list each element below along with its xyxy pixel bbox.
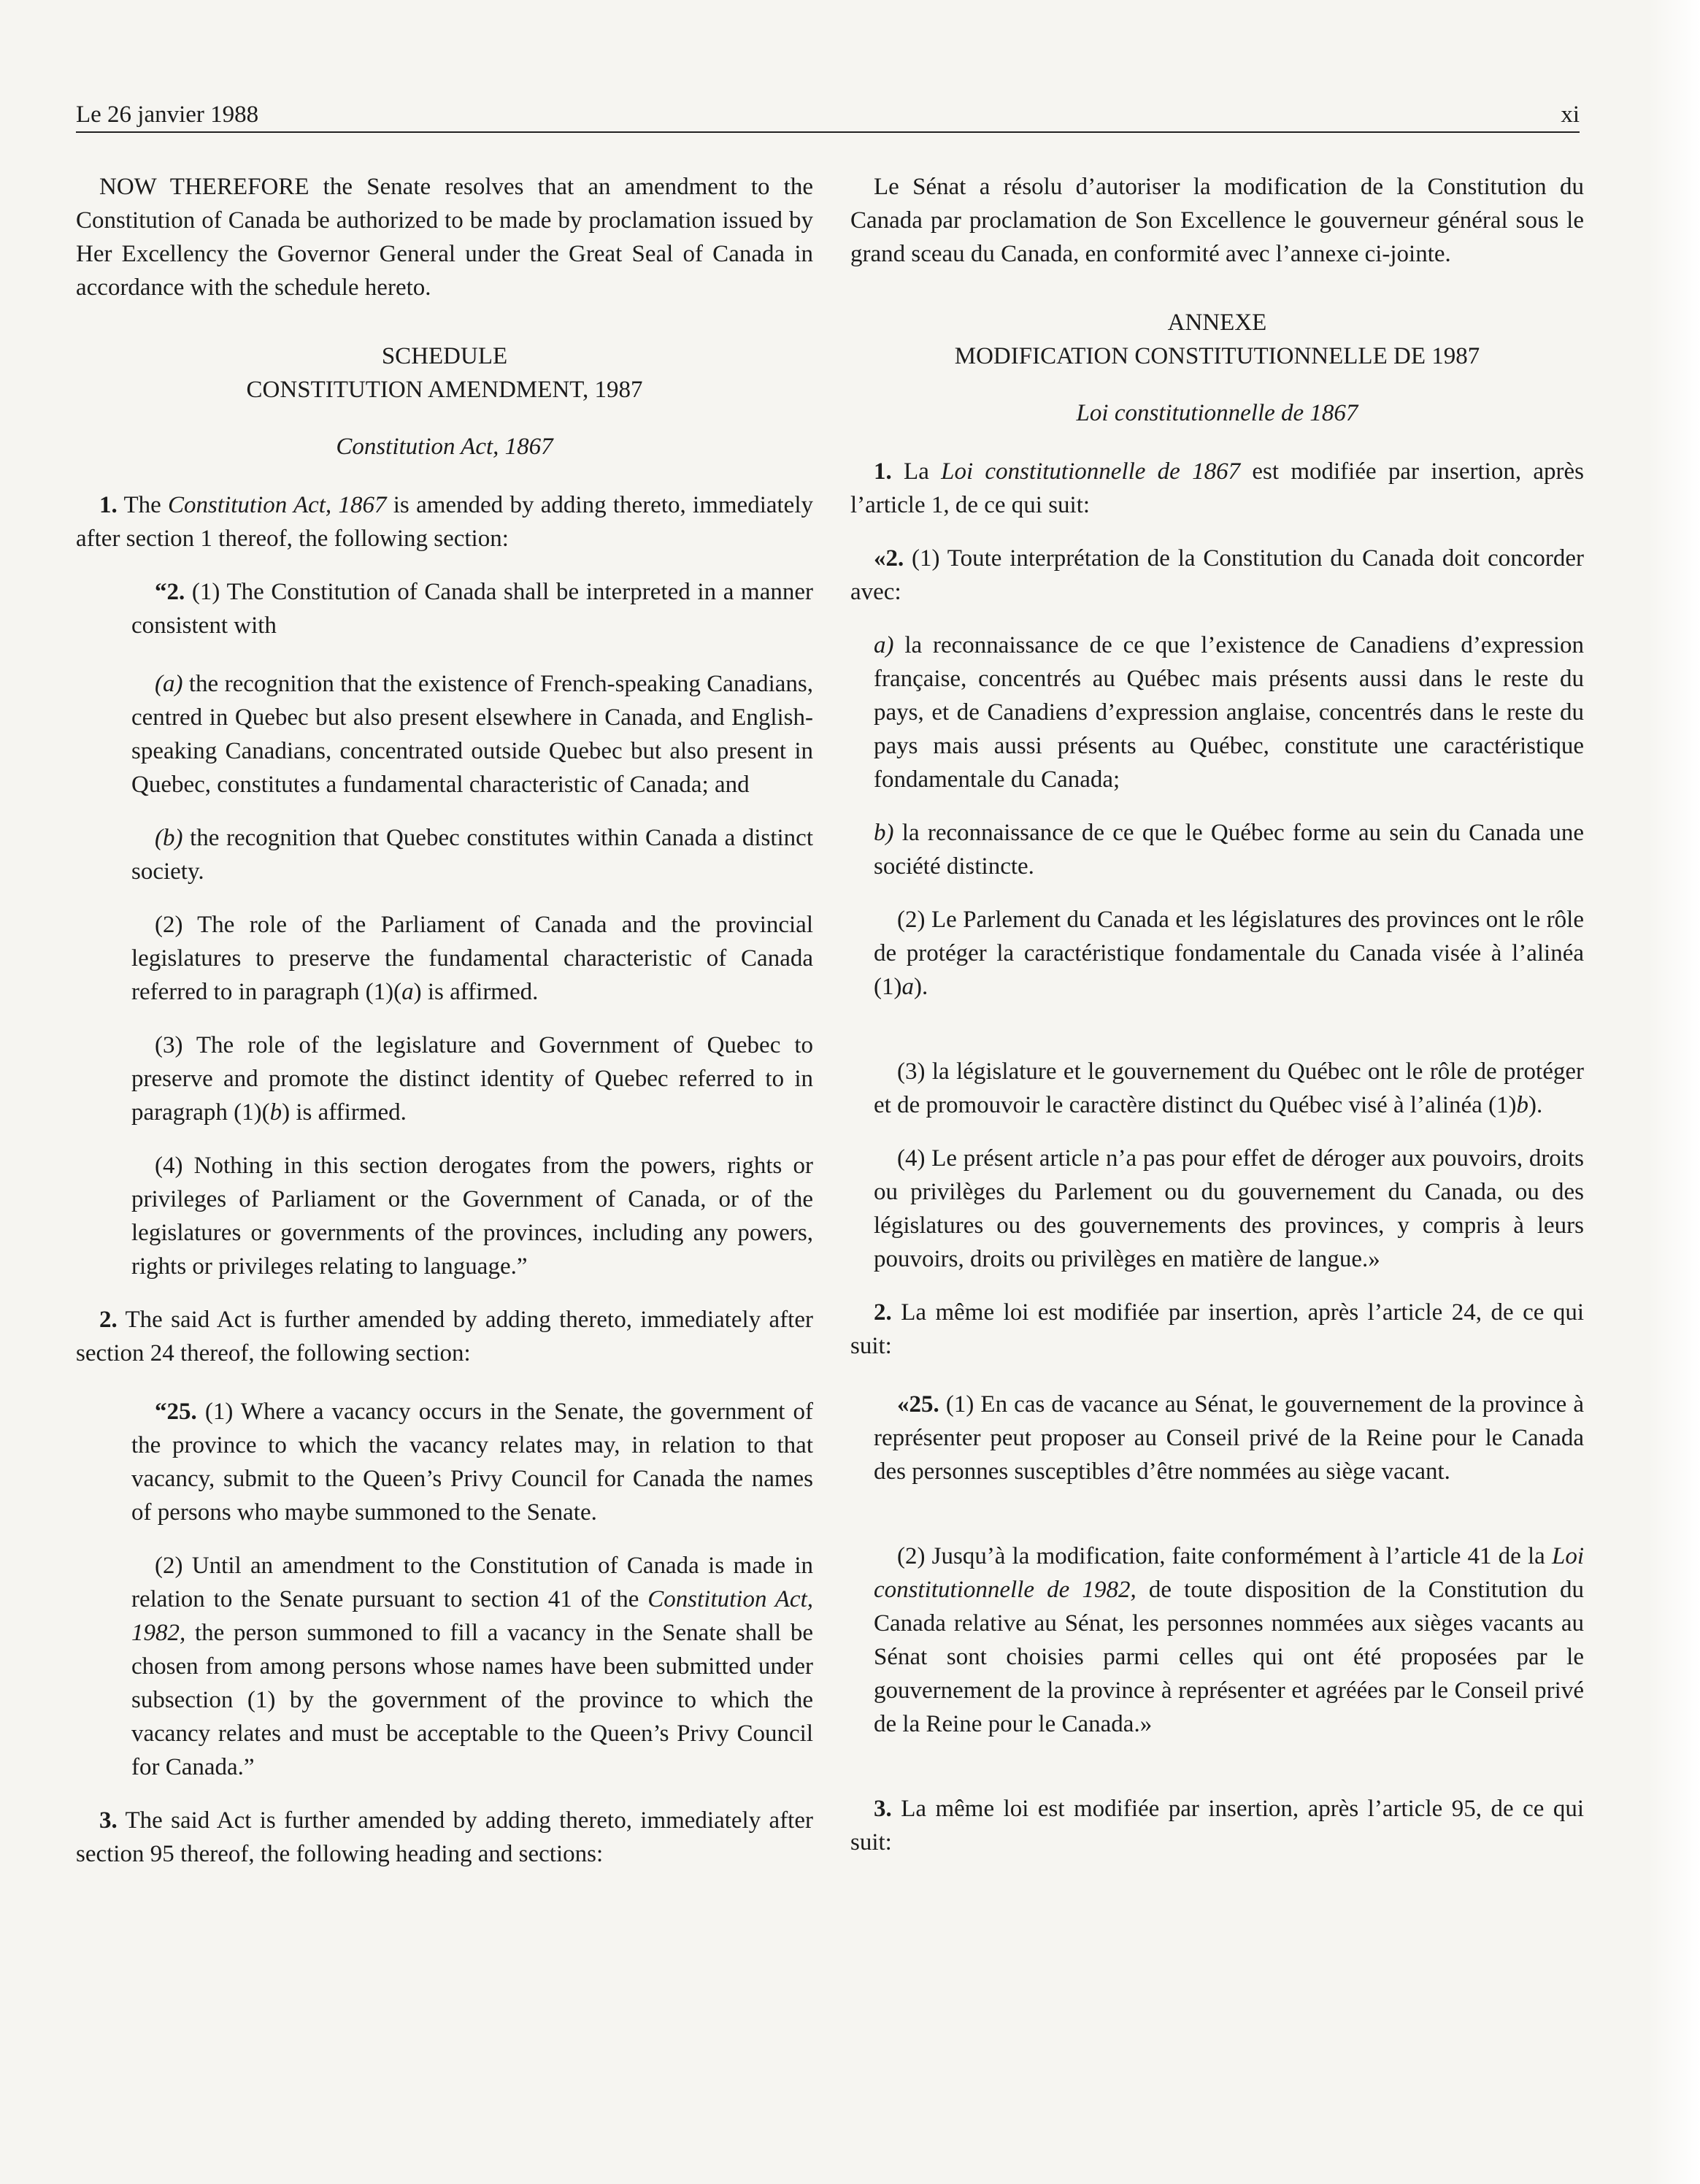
en-intro-paragraph: NOW THEREFORE the Senate resolves that an amendment to the Constitution of Canada be authorized to be made by proclamation issued by Her Excellency the Governor General under the Great Seal of Canada in accordance with the schedule hereto.: [76, 174, 813, 301]
en-section-25-2: (2) Until an amendment to the Constitution of Canada is made in relation to the Senate pursuant to section 41 of the Constitution Act, 1982, the person summoned to fill a vacancy in the Senate shall be chosen from among persons whose names have been submitted under subsection (1) by the government of the province to which the vacancy relates and must be acceptable to the Queen’s Privy Council for Canada.”: [131, 1553, 813, 1780]
fr-section-25-1: «25. (1) En cas de vacance au Sénat, le gouvernement de la province à représenter peut proposer au Conseil privé de la Reine pour le Canada des personnes susceptibles d’être nommées au siège vacant.: [874, 1391, 1584, 1485]
en-section-1: 1. The Constitution Act, 1867 is amended by adding thereto, immediately after section 1 thereof, the following section:: [76, 492, 813, 552]
en-act-subheading: Constitution Act, 1867: [336, 434, 553, 460]
en-paragraph-a: (a) the recognition that the existence of French-speaking Canadians, centred in Quebec but also present elsewhere in Canada, and English-speaking Canadians, concentrated outside Quebec but also present in Quebec, constitutes a fundamental characteristic of Canada; and: [131, 671, 813, 798]
fr-modification-heading: MODIFICATION CONSTITUTIONNELLE DE 1987: [954, 343, 1480, 369]
en-section-2-intro: “2. (1) The Constitution of Canada shall be interpreted in a manner consistent with: [131, 579, 813, 639]
french-column: [850, 170, 1584, 1859]
en-schedule-heading: SCHEDULE: [381, 343, 508, 369]
fr-subsection-3: (3) la législature et le gouvernement du Québec ont le rôle de protéger et de promouvoir le caractère distinct du Québec visé à l’alinéa (1)b).: [874, 1058, 1584, 1118]
en-paragraph-b: (b) the recognition that Quebec constitutes within Canada a distinct society.: [131, 825, 813, 885]
fr-section-1: 1. La Loi constitutionnelle de 1867 est modifiée par insertion, après l’article 1, de ce qui suit:: [850, 458, 1584, 518]
section-number: 1.: [99, 492, 118, 518]
header-date: Le 26 janvier 1988: [76, 101, 259, 128]
fr-intro-paragraph: Le Sénat a résolu d’autoriser la modification de la Constitution du Canada par proclamation de Son Excellence le gouverneur général sous le grand sceau du Canada, en conformité avec l’annexe ci-jointe.: [850, 174, 1584, 267]
en-section-3: 3. The said Act is further amended by adding thereto, immediately after section 95 thereof, the following heading and sections:: [76, 1807, 813, 1867]
en-section-25-1: “25. (1) Where a vacancy occurs in the Senate, the government of the province to which the vacancy relates may, in relation to that vacancy, submit to the Queen’s Privy Council for Canada the names of persons who maybe summoned to the Senate.: [131, 1399, 813, 1526]
en-subsection-3: (3) The role of the legislature and Government of Quebec to preserve and promote the distinct identity of Quebec referred to in paragraph (1)(b) is affirmed.: [131, 1032, 813, 1126]
fr-section-3: 3. La même loi est modifiée par insertion, après l’article 95, de ce qui suit:: [850, 1796, 1584, 1856]
fr-annexe-heading: ANNEXE: [1167, 309, 1267, 336]
fr-paragraph-a: a) la reconnaissance de ce que l’existence de Canadiens d’expression française, concentrés au Québec mais présents aussi dans le reste du pays, et de Canadiens d’expression anglaise, concentrés dans le reste du pays mais aussi présents au Québec, constitute une caractéristique fondamentale du Canada;: [874, 632, 1584, 793]
en-section-2: 2. The said Act is further amended by adding thereto, immediately after section 24 thereof, the following section:: [76, 1307, 813, 1366]
fr-section-2: 2. La même loi est modifiée par insertion, après l’article 24, de ce qui suit:: [850, 1299, 1584, 1359]
fr-subsection-2: (2) Le Parlement du Canada et les législatures des provinces ont le rôle de protéger la caractéristique fondamentale du Canada visée à l’alinéa (1)a).: [874, 907, 1584, 1000]
page-number: xi: [1561, 101, 1580, 128]
fr-section-2-intro: «2. (1) Toute interprétation de la Constitution du Canada doit concorder avec:: [850, 545, 1584, 605]
fr-act-subheading: Loi constitutionnelle de 1867: [1076, 400, 1358, 426]
fr-subsection-4: (4) Le présent article n’a pas pour effet de déroger aux pouvoirs, droits ou privilèges du Parlement ou du gouvernement du Canada, ou des législatures ou des gouvernements des provinces, y compris à leurs pouvoirs, droits ou privilèges en matière de langue.»: [874, 1145, 1584, 1272]
english-column: [76, 170, 813, 1871]
fr-paragraph-b: b) la reconnaissance de ce que le Québec forme au sein du Canada une société distincte.: [874, 820, 1584, 880]
en-subsection-2: (2) The role of the Parliament of Canada and the provincial legislatures to preserve the fundamental characteristic of Canada referred to in paragraph (1)(a) is affirmed.: [131, 912, 813, 1005]
en-amendment-heading: CONSTITUTION AMENDMENT, 1987: [246, 377, 643, 403]
header-rule: [76, 131, 1580, 133]
fr-section-25-2: (2) Jusqu’à la modification, faite conformément à l’article 41 de la Loi constitutionnelle de 1982, de toute disposition de la Constitution du Canada relative au Sénat, les personnes nommées aux sièges vacants au Sénat sont choisies parmi celles qui ont été proposées par le gouvernement de la province à représenter et agréées par le Conseil privé de la Reine pour le Canada.»: [874, 1543, 1585, 1737]
page-edge: [1649, 0, 1700, 2184]
running-header: [76, 98, 1580, 131]
en-subsection-4: (4) Nothing in this section derogates from the powers, rights or privileges of Parliament or the Government of Canada, or of the legislatures or governments of the provinces, including any powers, rights or privileges relating to language.”: [131, 1153, 813, 1280]
